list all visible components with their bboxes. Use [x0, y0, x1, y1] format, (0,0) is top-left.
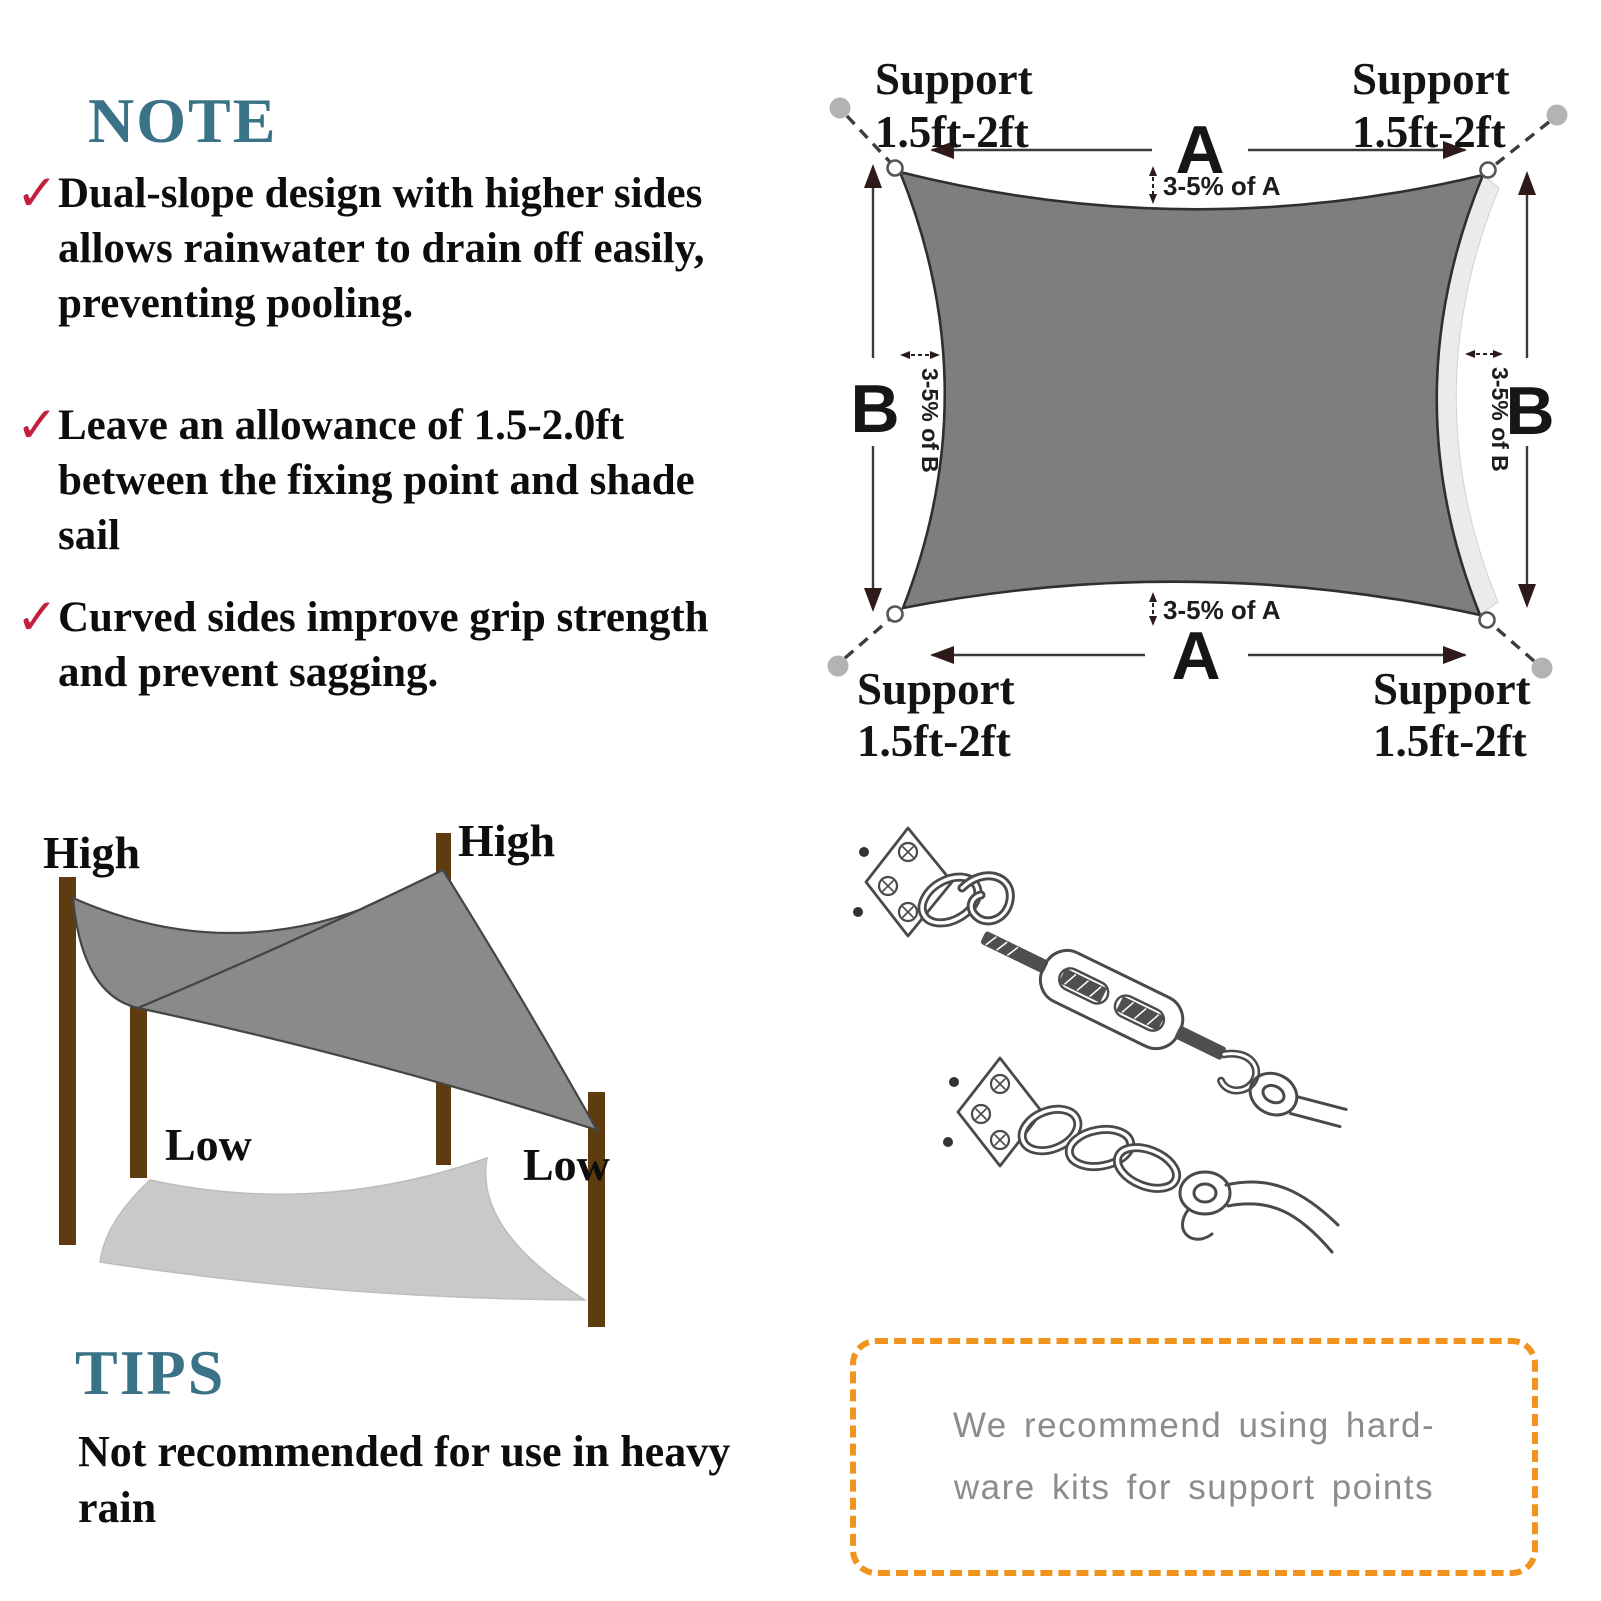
support-dot-icon	[830, 98, 851, 119]
rope-ring-icon	[1180, 1172, 1230, 1214]
bullet-line: and prevent sagging.	[58, 649, 439, 696]
turnbuckle-assembly	[853, 828, 1350, 1145]
rope-line	[1291, 1105, 1340, 1136]
tether-dash	[1495, 627, 1534, 661]
rope-line	[1228, 1204, 1332, 1252]
tether-dash	[845, 619, 890, 658]
bolt-icon	[949, 1077, 959, 1087]
bullet-line: Dual-slope design with higher sides	[58, 170, 703, 217]
support-label-line: 1.5ft-2ft	[1352, 107, 1506, 157]
check-icon: ✓	[16, 396, 58, 454]
note-bullet-text	[58, 166, 705, 331]
support-label-line: 1.5ft-2ft	[1373, 716, 1527, 766]
support-label-bottom-right	[1373, 664, 1531, 766]
install-high-low-diagram	[30, 790, 630, 1340]
bolt-icon	[943, 1137, 953, 1147]
recommendation-line: ware kits for support points	[953, 1468, 1435, 1507]
check-icon: ✓	[16, 164, 58, 222]
bolt-icon	[853, 907, 863, 917]
sail-panel-right	[138, 870, 597, 1130]
note-bullet-text	[58, 398, 695, 563]
support-label-top-right	[1352, 54, 1510, 157]
support-label-line: Support	[875, 54, 1033, 104]
note-bullet-allowance	[16, 398, 796, 563]
tips-line: Not recommended for use in heavy	[78, 1427, 731, 1476]
high-label: High	[458, 815, 556, 866]
support-dot-icon	[1532, 658, 1553, 679]
bullet-line: sail	[58, 512, 121, 559]
corner-ring-icon	[1481, 163, 1496, 178]
curve-depth-note: 3-5% of B	[1487, 367, 1513, 472]
screw-icon	[899, 903, 917, 921]
note-bullet-dual-slope	[16, 166, 796, 331]
bullet-line: preventing pooling.	[58, 280, 414, 327]
support-label-line: 1.5ft-2ft	[857, 716, 1011, 766]
bullet-line: Curved sides improve grip strength	[58, 594, 709, 641]
note-bullet-curved-sides	[16, 590, 796, 700]
support-dot-icon	[828, 656, 849, 677]
screw-icon	[991, 1131, 1009, 1149]
check-icon: ✓	[16, 588, 58, 646]
bolt-icon	[859, 847, 869, 857]
low-label: Low	[165, 1119, 252, 1170]
dim-b-label: B	[1505, 373, 1555, 449]
screw-icon	[899, 843, 917, 861]
corner-ring-icon	[888, 607, 903, 622]
post-low-left	[130, 1005, 147, 1178]
support-label-line: 1.5ft-2ft	[875, 107, 1029, 157]
recommendation-line: We recommend using hard-	[952, 1406, 1436, 1445]
hardware-recommendation-box	[850, 1338, 1538, 1576]
high-label: High	[43, 827, 141, 878]
dim-a-label: A	[1175, 112, 1225, 188]
dim-b-label: B	[850, 371, 900, 447]
note-bullet-text	[58, 590, 709, 700]
dim-a-label: A	[1171, 618, 1221, 694]
bullet-line: allows rainwater to drain off easily,	[58, 225, 705, 272]
turnbuckle-body	[968, 913, 1350, 1145]
tips-text	[78, 1424, 730, 1536]
low-label: Low	[523, 1139, 610, 1190]
screw-icon	[879, 877, 897, 895]
tips-line: rain	[78, 1483, 157, 1532]
corner-ring-icon	[888, 161, 903, 176]
support-label-line: Support	[1352, 54, 1510, 104]
screw-icon	[972, 1105, 990, 1123]
sail-shape	[900, 172, 1483, 615]
support-dot-icon	[1547, 105, 1568, 126]
bullet-line: between the fixing point and shade	[58, 457, 695, 504]
support-label-line: Support	[857, 664, 1015, 714]
rope-line	[1297, 1088, 1346, 1119]
support-label-bottom-left	[857, 664, 1015, 766]
curve-depth-note: 3-5% of B	[917, 368, 943, 473]
tips-heading: TIPS	[75, 1337, 226, 1408]
note-heading: NOTE	[88, 85, 278, 156]
support-label-top-left	[875, 54, 1033, 157]
sail-dimension-diagram	[800, 30, 1600, 780]
hardware-kit-diagram	[850, 800, 1350, 1300]
sail-shadow	[100, 1158, 585, 1300]
corner-ring-icon	[1480, 613, 1495, 628]
screw-icon	[991, 1075, 1009, 1093]
bullet-line: Leave an allowance of 1.5-2.0ft	[58, 402, 625, 449]
post-high-left	[59, 877, 76, 1245]
curve-depth-note: 3-5% of A	[1163, 595, 1281, 625]
curve-depth-note: 3-5% of A	[1163, 171, 1281, 201]
support-label-line: Support	[1373, 664, 1531, 714]
